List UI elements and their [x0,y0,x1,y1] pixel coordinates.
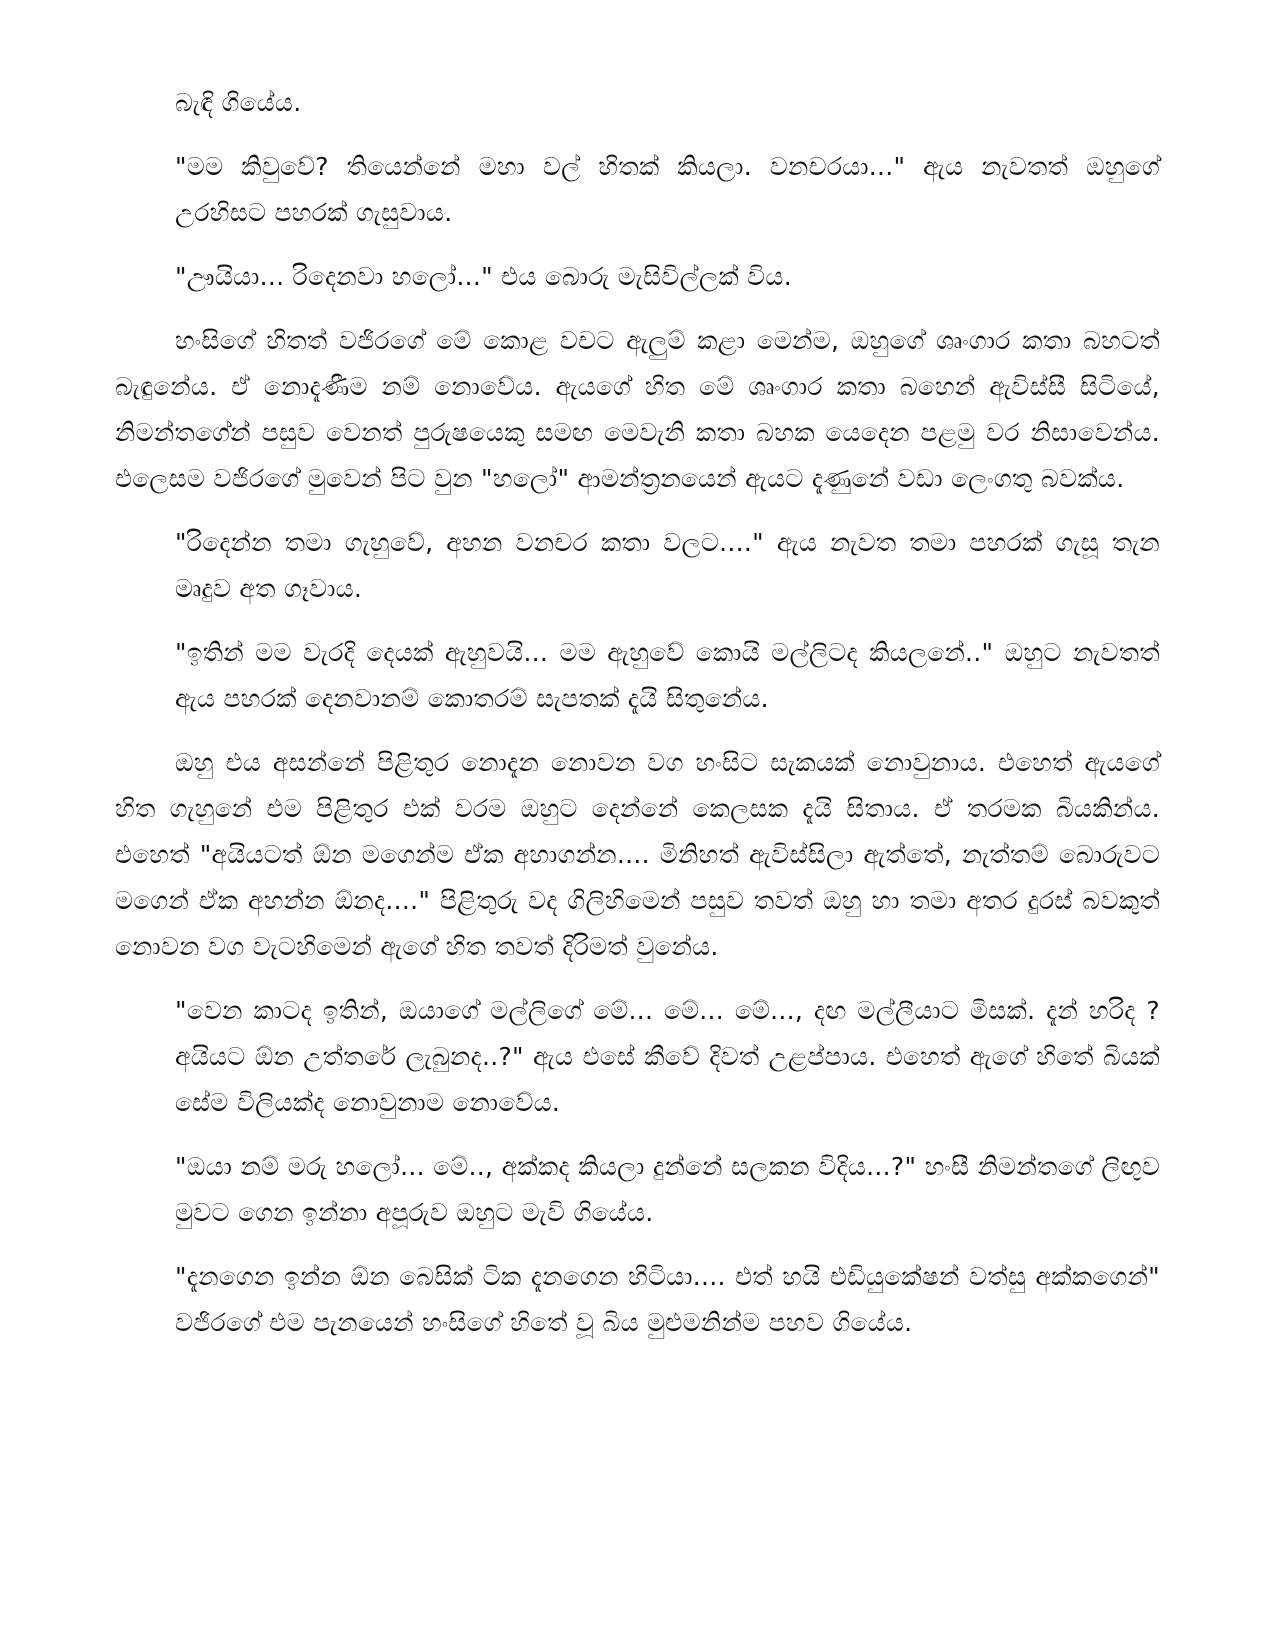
paragraph-10: "දැනගෙන ඉන්න ඕන බෙසික් ටික දැනගෙන හිටියා.... එත් හයි එඩියුකේෂන් වත්සු අක්කගෙන්" වජිරගේ එම පැනයෙන් හංසිගේ හිතේ වූ බිය මුළුමනින්ම පහව ගියේය. [175,1262,1160,1337]
paragraph-1: බැඳි ගියේය. [175,88,302,117]
paragraph-3: "ඌයියා... රිදෙනවා හලෝ..." එය බොරු මැසිවිල්ලක් විය. [175,262,792,291]
paragraph-7: ඔහු එය අසන්නේ පිළිතුර නොදැන නොවන වග හංසිට සැකයක් නොවුනාය. එහෙත් ඇයගේ හිත ගැහුනේ එම පිළිතුර එක් වරම ඔහුට දෙන්නේ කෙලසක දැයි සිතාය. ඒ තරමක බියකින්ය. එහෙත් "අයියටත් ඕන මගෙන්ම ඒක අහාගන්න.... මිනිහත් ඇවිස්සිලා ඇත්තේ, නැත්තම් බොරුවට මගෙන් ඒක අහන්න ඕනද...." පිළිතුරු වද ගිලිහිමෙන් පසුව තවත් ඔහු හා තමා අතර දුරස් බවකුත් නොවන වග වැටහිමෙන් ඇගේ හිත තවත් දිරිමත් වුනේය. [115,748,1160,961]
paragraph-4: හංසිගේ හිතත් වජිරගේ මේ කොළ වචට ඇලුම් කළා මෙන්ම, ඔහුගේ ශෘංගාර කතා බහටත් බැඳුනේය. ඒ නොදැණීම නම් නොවේය. ඇයගේ හිත මේ ශෘංගාර කතා බහෙන් ඇවිස්සී සිටියේ, නිමන්තගේන් පසුව වෙනත් පුරුෂයෙකු සමඟ මෙවැනි කතා බහක යෙදෙන පළමු වර නිසාවෙන්ය. එලෙසම වජිරගේ මුවෙන් පිට වුන "හලෝ" ආමන්ත්‍රනයෙන් ඇයට දැණුනේ වඩා ලෙංගතු බවක්ය. [115,326,1160,493]
body-text [115,80,1160,1364]
paragraph-8: "වෙන කාටද ඉතින්, ඔයාගේ මල්ලිගේ මේ... මේ... මේ..., දඟ මල්ලීයාට මිසක්. දැන් හරිද ? අයියට ඕන උත්තරේ ලැබුනද..?" ඇය එසේ කීවේ දිවත් උළප්පාය. එහෙත් ඇගේ හිතේ බියක් සේම විලියක්ද නොවුනාම නොවේය. [175,996,1160,1117]
paragraph-9: "ඔයා නම් මරු හලෝ... මේ.., අක්කද කියලා දුන්නේ සලකන විදිය...?" හංසී නිමන්තගේ ලිඟුව මුවට ගෙන ඉන්නා අපූරුව ඔහුට මැවි ගියේය. [175,1152,1160,1227]
paragraph-6: "ඉතින් මම වැරදි දෙයක් ඇහුවයි... මම ඇහුවේ කොයි මල්ලිටද කියලනේ.." ඔහුට නැවතත් ඇය පහරක් දෙනවානම් කොතරම් සැපතක් දැයි සිතුනේය. [175,638,1160,713]
paragraph-2: "මම කිවුවේ? තියෙන්නේ මහා වල් හිතක් කියලා. වනචරයා..." ඇය නැවතත් ඔහුගේ උරහිසට පහරක් ගැසුවාය. [175,152,1160,227]
paragraph-5: "රිදෙන්න තමා ගැහුවේ, අහන වනචර කතා වලට...." ඇය නැවත තමා පහරක් ගැසූ තැන මෘදුව අත ගෑවාය. [175,528,1160,603]
